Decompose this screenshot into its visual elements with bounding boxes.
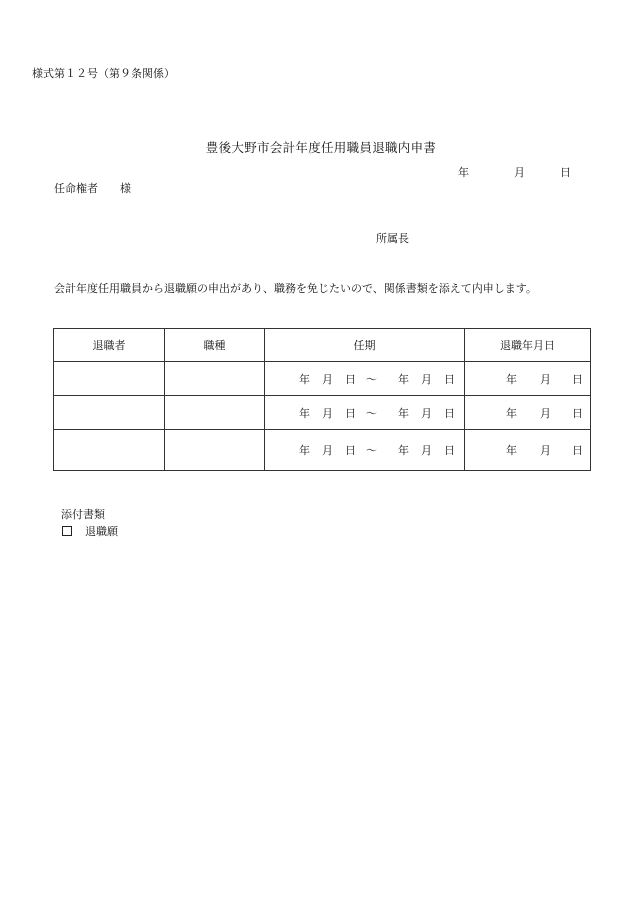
- header-job-type: 職種: [165, 329, 265, 362]
- term-end-year: 年: [398, 406, 409, 420]
- date-day-label: 日: [560, 166, 571, 179]
- retire-month: 月: [540, 406, 551, 420]
- body-text: 会計年度任用職員から退職願の申出があり、職務を免じたいので、関係書類を添えて内申します。: [54, 282, 537, 295]
- retire-month: 月: [540, 372, 551, 386]
- term-start-month: 月: [322, 444, 333, 457]
- header-term: 任期: [265, 329, 465, 362]
- term-start-month: 月: [322, 406, 333, 420]
- retire-year: 年: [506, 444, 517, 457]
- retire-month: 月: [540, 444, 551, 457]
- term-start-day: 日: [345, 372, 356, 386]
- term-end-month: 月: [421, 406, 432, 420]
- term-end-year: 年: [398, 444, 409, 457]
- header-retiree: 退職者: [54, 329, 165, 362]
- table-row: [54, 430, 591, 471]
- term-end-year: 年: [398, 372, 409, 386]
- retirement-table: [53, 328, 591, 471]
- date-year-label: 年: [458, 166, 469, 179]
- term-start-year: 年: [299, 372, 310, 386]
- job-type-cell[interactable]: [165, 362, 265, 396]
- term-start-year: 年: [299, 406, 310, 420]
- checkbox-icon[interactable]: [62, 526, 72, 536]
- table-header-row: [54, 329, 591, 362]
- term-start-year: 年: [299, 444, 310, 457]
- attachments-heading: 添付書類: [61, 508, 105, 521]
- table-row: [54, 362, 591, 396]
- date-month-label: 月: [514, 166, 525, 179]
- addressee-name: 任命権者: [54, 182, 98, 195]
- job-type-cell[interactable]: [165, 430, 265, 471]
- term-range-separator: ～: [366, 406, 377, 420]
- term-end-month: 月: [421, 444, 432, 457]
- addressee: [54, 180, 131, 196]
- term-end-month: 月: [421, 372, 432, 386]
- term-end-day: 日: [444, 444, 455, 457]
- header-retirement-date: 退職年月日: [465, 329, 591, 362]
- attachment-item-label: 退職願: [85, 525, 118, 538]
- term-cell[interactable]: [265, 396, 465, 430]
- retire-day: 日: [572, 372, 583, 386]
- retirement-date-cell[interactable]: [465, 430, 591, 471]
- term-end-day: 日: [444, 372, 455, 386]
- term-range-separator: ～: [366, 372, 377, 386]
- term-start-day: 日: [345, 406, 356, 420]
- retiree-cell[interactable]: [54, 396, 165, 430]
- department-head: 所属長: [376, 232, 409, 245]
- table-row: [54, 396, 591, 430]
- addressee-honorific: 様: [120, 182, 131, 195]
- attachment-item: [61, 523, 118, 539]
- retirement-date-cell[interactable]: [465, 362, 591, 396]
- retire-day: 日: [572, 406, 583, 420]
- term-start-month: 月: [322, 372, 333, 386]
- form-number: 様式第１２号（第９条関係）: [32, 67, 175, 80]
- term-cell[interactable]: [265, 430, 465, 471]
- job-type-cell[interactable]: [165, 396, 265, 430]
- retire-year: 年: [506, 372, 517, 386]
- term-start-day: 日: [345, 444, 356, 457]
- retiree-cell[interactable]: [54, 430, 165, 471]
- term-cell[interactable]: [265, 362, 465, 396]
- retiree-cell[interactable]: [54, 362, 165, 396]
- document-title: 豊後大野市会計年度任用職員退職内申書: [205, 140, 437, 155]
- term-range-separator: ～: [366, 444, 377, 457]
- retirement-date-cell[interactable]: [465, 396, 591, 430]
- retire-day: 日: [572, 444, 583, 457]
- term-end-day: 日: [444, 406, 455, 420]
- retire-year: 年: [506, 406, 517, 420]
